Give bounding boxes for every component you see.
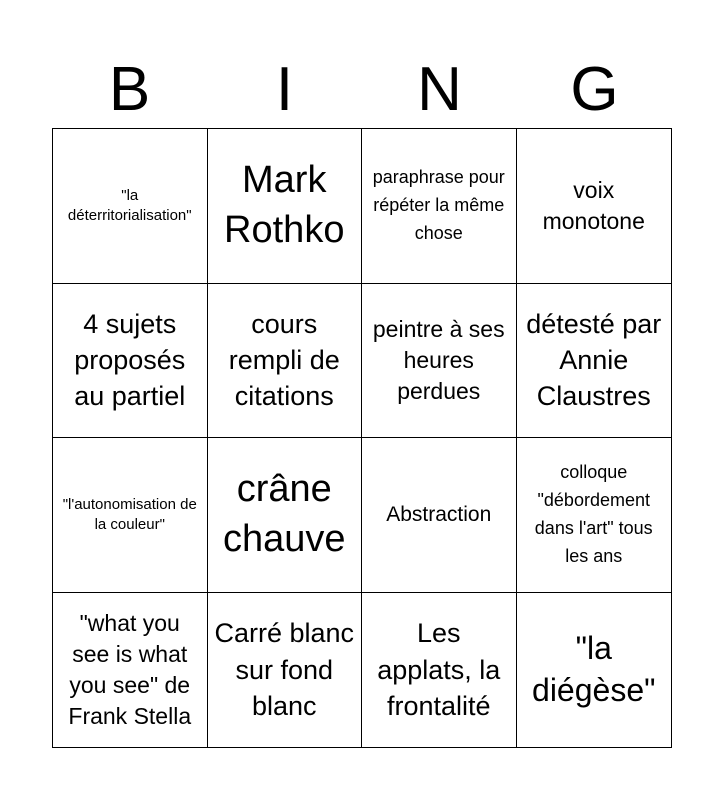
bingo-cell-r1-c1[interactable] (53, 129, 208, 284)
cell-text: paraphrase pour répéter la même chose (372, 166, 505, 243)
cell-text: détesté par Annie Claustres (526, 308, 662, 412)
bingo-cell-r3-c2[interactable] (208, 438, 363, 593)
bingo-cell-r3-c4[interactable] (517, 438, 672, 593)
cell-text: "l'autonomisation de la couleur" (62, 495, 197, 533)
cell-text: colloque "débordement dans l'art" tous les ans (534, 461, 653, 566)
cell-text: "what you see is what you see" de Frank Stella (68, 609, 192, 729)
bingo-card (52, 128, 672, 748)
bingo-cell-r2-c1[interactable] (53, 284, 208, 439)
cell-text: 4 sujets proposés au partiel (74, 308, 186, 412)
cell-text: Abstraction (386, 502, 492, 526)
bingo-cell-r4-c1[interactable] (53, 593, 208, 748)
cell-text: crâne chauve (222, 468, 346, 560)
bingo-cell-r1-c4[interactable] (517, 129, 672, 284)
cell-text: cours rempli de citations (228, 308, 340, 412)
bingo-cell-r4-c3[interactable] (362, 593, 517, 748)
bingo-cell-r3-c3[interactable] (362, 438, 517, 593)
header-letter-i: I (275, 55, 294, 124)
cell-text: "la déterritorialisation" (67, 186, 192, 224)
bingo-cell-r1-c2[interactable] (208, 129, 363, 284)
cell-text: "la diégèse" (532, 630, 656, 708)
header-letter-g: G (570, 55, 619, 124)
bingo-header (52, 52, 672, 128)
cell-text: Les applats, la frontalité (377, 618, 501, 721)
cell-text: Carré blanc sur fond blanc (214, 618, 355, 721)
bingo-cell-r1-c3[interactable] (362, 129, 517, 284)
cell-text: Mark Rothko (224, 159, 345, 251)
bingo-cell-r4-c4[interactable] (517, 593, 672, 748)
bingo-cell-r2-c2[interactable] (208, 284, 363, 439)
header-letter-n: N (417, 55, 462, 124)
bingo-cell-r4-c2[interactable] (208, 593, 363, 748)
bingo-cell-r3-c1[interactable] (53, 438, 208, 593)
cell-text: peintre à ses heures perdues (372, 315, 505, 404)
cell-text: voix monotone (542, 176, 645, 234)
bingo-cell-r2-c4[interactable] (517, 284, 672, 439)
bingo-cell-r2-c3[interactable] (362, 284, 517, 439)
header-letter-b: B (108, 55, 151, 124)
